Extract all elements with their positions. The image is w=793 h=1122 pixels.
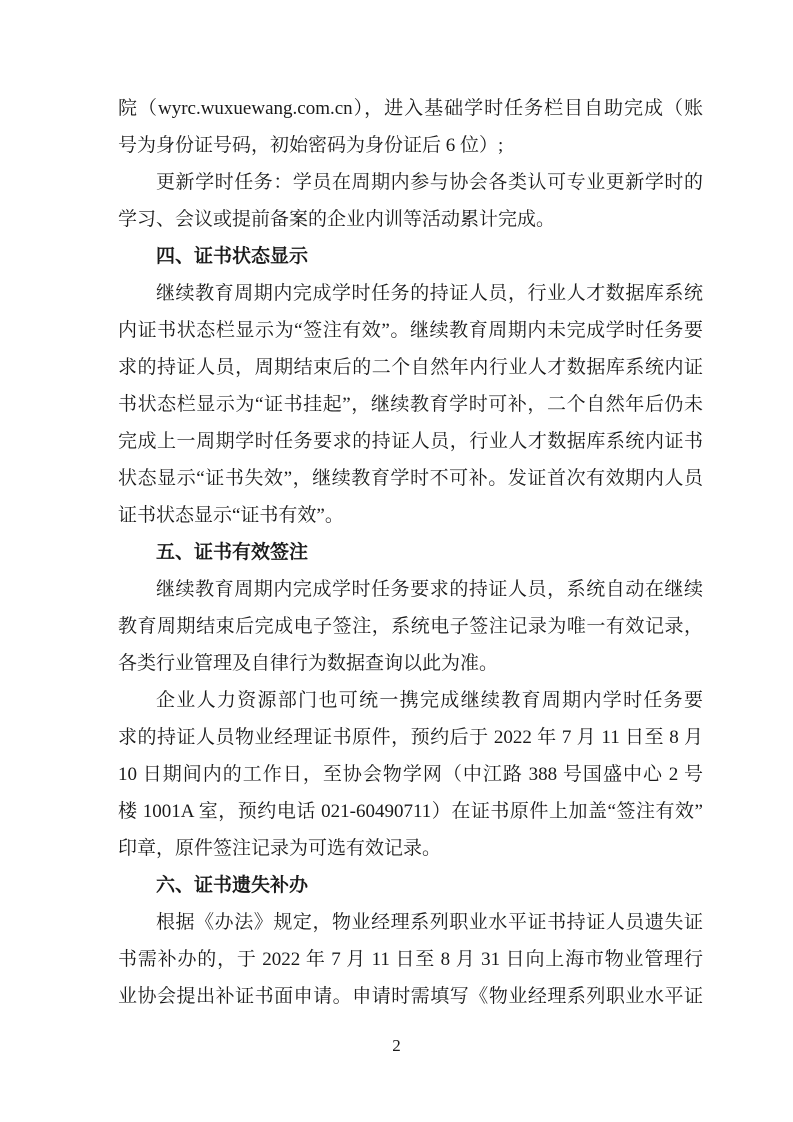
text-line: 楼 1001A 室，预约电话 021-60490711）在证书原件上加盖“签注有效” [118, 801, 703, 822]
text-line: 求的持证人员物业经理证书原件，预约后于 2022 年 7 月 11 日至 8 月 [118, 727, 703, 748]
text-line: 教育周期结束后完成电子签注，系统电子签注记录为唯一有效记录， [118, 616, 703, 637]
text-line: 状态显示“证书失效”，继续教育学时不可补。发证首次有效期内人员 [118, 468, 703, 489]
section-heading-certificate-status: 四、证书状态显示 [156, 246, 309, 267]
text-line: 根据《办法》规定，物业经理系列职业水平证书持证人员遗失证 [156, 912, 703, 933]
text-line: 求的持证人员，周期结束后的二个自然年内行业人才数据库系统内证 [118, 357, 703, 378]
text-line: 各类行业管理及自律行为数据查询以此为准。 [118, 653, 499, 674]
text-line: 证书状态显示“证书有效”。 [118, 505, 344, 526]
text-line: 内证书状态栏显示为“签注有效”。继续教育周期内未完成学时任务要 [118, 320, 703, 341]
text-line: 企业人力资源部门也可统一携完成继续教育周期内学时任务要 [156, 690, 703, 711]
section-heading-lost-certificate: 六、证书遗失补办 [156, 875, 309, 896]
text-line: 继续教育周期内完成学时任务的持证人员，行业人才数据库系统 [156, 283, 703, 304]
section-heading-valid-endorsement: 五、证书有效签注 [156, 542, 309, 563]
text-line: 号为身份证号码，初始密码为身份证后 6 位）; [118, 135, 504, 156]
text-line: 业协会提出补证书面申请。申请时需填写《物业经理系列职业水平证 [118, 986, 703, 1007]
text-line: 更新学时任务：学员在周期内参与协会各类认可专业更新学时的 [156, 172, 703, 193]
text-line: 印章，原件签注记录为可选有效记录。 [118, 838, 442, 859]
text-line: 书需补办的，于 2022 年 7 月 11 日至 8 月 31 日向上海市物业管理行 [118, 949, 703, 970]
text-line: 学习、会议或提前备案的企业内训等活动累计完成。 [118, 209, 556, 230]
text-line: 完成上一周期学时任务要求的持证人员，行业人才数据库系统内证书 [118, 431, 703, 452]
document-body [118, 90, 703, 1015]
page-number: 2 [392, 1036, 401, 1055]
text-line: 书状态栏显示为“证书挂起”，继续教育学时可补，二个自然年后仍未 [118, 394, 703, 415]
text-line: 10 日期间内的工作日，至协会物学网（中江路 388 号国盛中心 2 号 [118, 764, 703, 785]
text-line: 继续教育周期内完成学时任务要求的持证人员，系统自动在继续 [156, 579, 703, 600]
text-line: 院（wyrc.wuxuewang.com.cn），进入基础学时任务栏目自助完成（账 [118, 98, 703, 119]
